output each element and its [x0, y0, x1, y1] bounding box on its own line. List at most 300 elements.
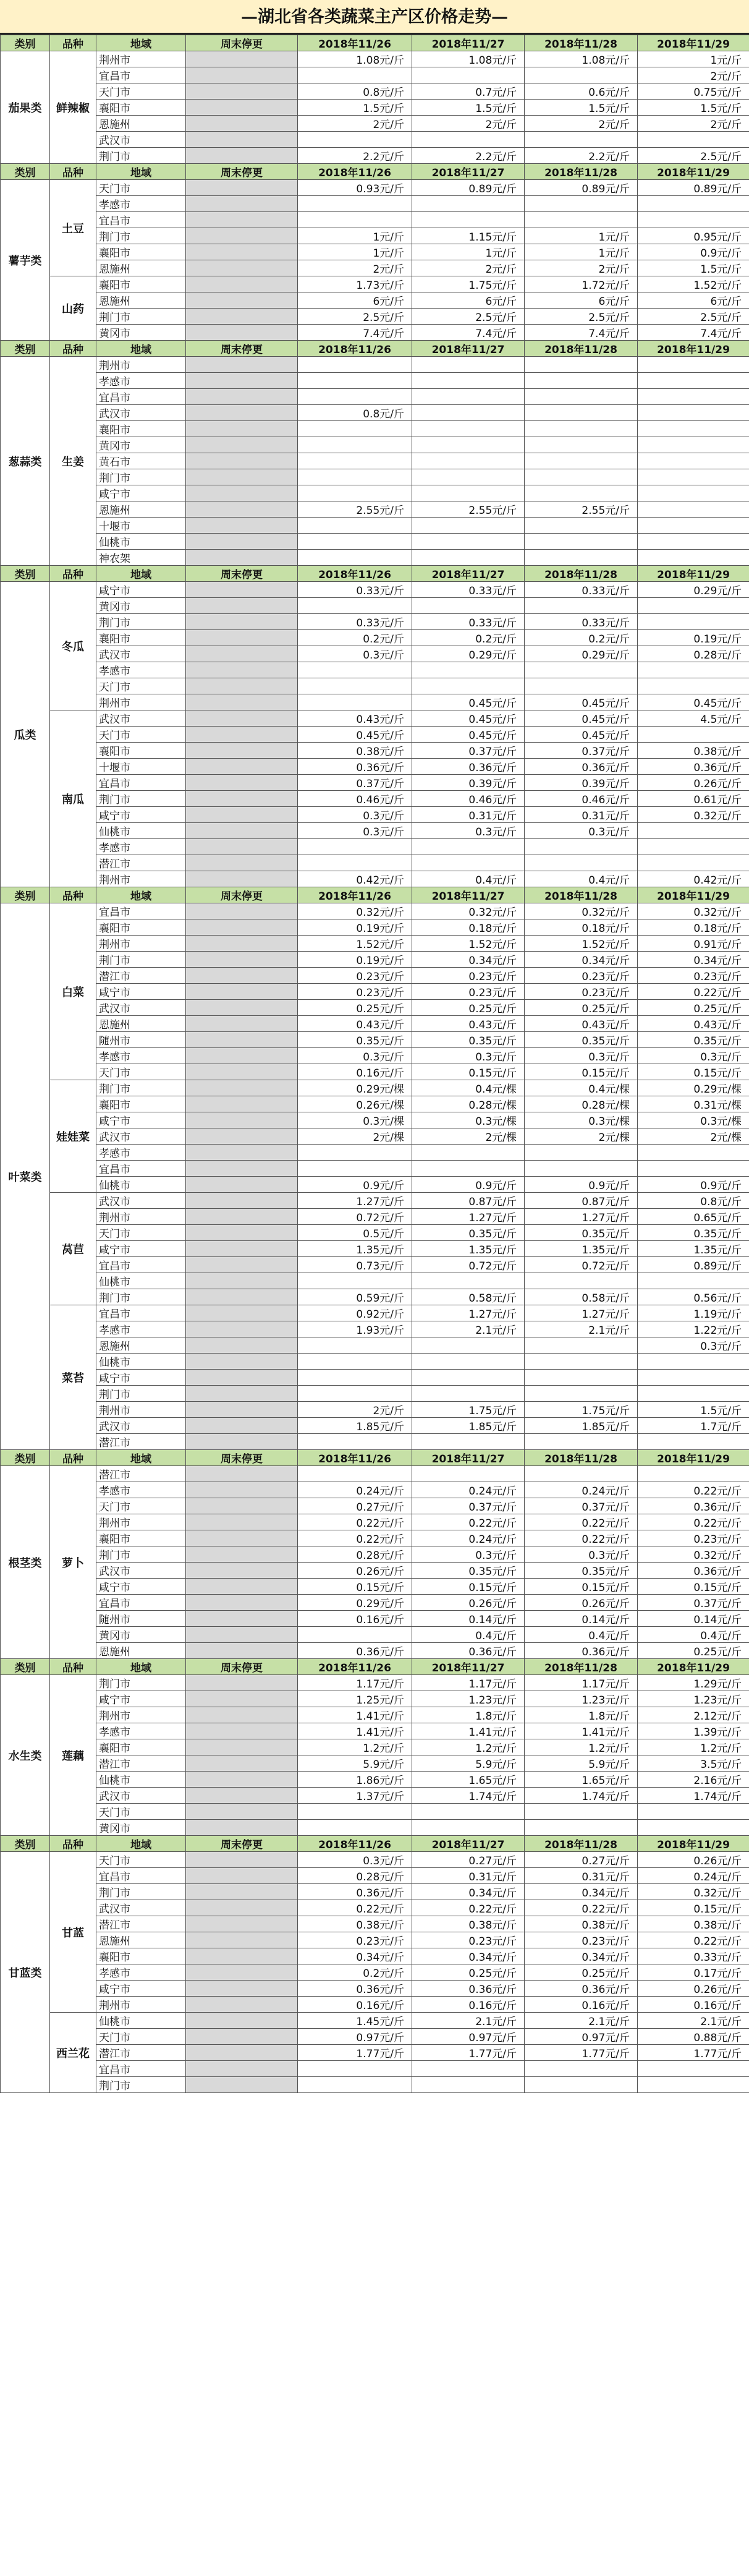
- price-cell: [525, 1145, 638, 1161]
- price-cell: 0.59元/斤: [298, 1289, 412, 1305]
- header-variety: 品种: [50, 1450, 96, 1466]
- price-cell: 0.24元/斤: [412, 1530, 525, 1546]
- price-cell: [298, 1273, 412, 1289]
- price-cell: [412, 855, 525, 871]
- table-row: [1, 1948, 749, 1964]
- price-cell: 1.77元/斤: [525, 2045, 638, 2061]
- price-cell: 1.27元/斤: [525, 1209, 638, 1225]
- page-title: —湖北省各类蔬菜主产区价格走势—: [0, 0, 749, 35]
- price-cell: 6元/斤: [298, 292, 412, 309]
- price-cell: 1.77元/斤: [638, 2045, 749, 2061]
- variety-cell: 萝卜: [50, 1466, 96, 1659]
- weekend-cell: [186, 1305, 298, 1321]
- table-row: [1, 389, 749, 405]
- price-cell: 0.3元/棵: [525, 1112, 638, 1128]
- table-row: [1, 1981, 749, 1997]
- price-cell: 0.22元/斤: [638, 984, 749, 1000]
- region-cell: 荆州市: [96, 1209, 186, 1225]
- price-cell: 0.39元/斤: [412, 775, 525, 791]
- table-row: [1, 325, 749, 341]
- weekend-cell: [186, 1852, 298, 1868]
- header-date: 2018年11/26: [298, 341, 412, 357]
- price-cell: 0.35元/斤: [638, 1032, 749, 1048]
- weekend-cell: [186, 1739, 298, 1755]
- price-cell: 0.35元/斤: [525, 1563, 638, 1579]
- table-row: [1, 1884, 749, 1900]
- price-cell: [412, 518, 525, 534]
- price-cell: 1.25元/斤: [298, 1691, 412, 1707]
- table-row: [1, 984, 749, 1000]
- table-row: [1, 83, 749, 100]
- price-cell: 0.26元/斤: [525, 1595, 638, 1611]
- price-cell: 1.74元/斤: [412, 1788, 525, 1804]
- price-cell: 0.7元/斤: [412, 83, 525, 100]
- weekend-cell: [186, 501, 298, 518]
- table-row: [1, 421, 749, 437]
- table-row: [1, 727, 749, 743]
- weekend-cell: [186, 83, 298, 100]
- price-cell: 2元/斤: [412, 260, 525, 276]
- price-cell: [298, 1337, 412, 1354]
- header-variety: 品种: [50, 341, 96, 357]
- price-cell: 0.26元/斤: [412, 1595, 525, 1611]
- table-row: [1, 469, 749, 485]
- price-cell: [525, 421, 638, 437]
- region-cell: 宜昌市: [96, 1257, 186, 1273]
- region-cell: 襄阳市: [96, 1739, 186, 1755]
- table-row: [1, 1579, 749, 1595]
- price-cell: 1元/斤: [412, 244, 525, 260]
- weekend-cell: [186, 662, 298, 678]
- price-cell: 1.17元/斤: [298, 1675, 412, 1691]
- section-header-row: [1, 1659, 749, 1675]
- weekend-cell: [186, 727, 298, 743]
- table-row: [1, 180, 749, 196]
- price-cell: 3.5元/斤: [638, 1755, 749, 1772]
- table-row: [1, 1563, 749, 1579]
- price-cell: 2.5元/斤: [412, 309, 525, 325]
- table-row: [1, 2013, 749, 2029]
- table-row: [1, 1675, 749, 1691]
- price-cell: 0.34元/斤: [412, 1884, 525, 1900]
- price-cell: [412, 678, 525, 694]
- price-cell: [412, 662, 525, 678]
- price-cell: 0.34元/斤: [638, 952, 749, 968]
- header-date: 2018年11/28: [525, 1659, 638, 1675]
- table-row: [1, 871, 749, 887]
- price-cell: 0.32元/斤: [525, 903, 638, 919]
- region-cell: 潜江市: [96, 1434, 186, 1450]
- price-cell: 0.17元/斤: [638, 1964, 749, 1981]
- table-row: [1, 710, 749, 727]
- region-cell: 武汉市: [96, 710, 186, 727]
- variety-cell: 山药: [50, 276, 96, 341]
- region-cell: 襄阳市: [96, 1096, 186, 1112]
- table-row: [1, 775, 749, 791]
- price-cell: 0.4元/棵: [412, 1080, 525, 1096]
- price-cell: [412, 1273, 525, 1289]
- price-cell: [298, 196, 412, 212]
- region-cell: 咸宁市: [96, 1241, 186, 1257]
- header-weekend: 周末停更: [186, 1659, 298, 1675]
- price-cell: 0.87元/斤: [412, 1193, 525, 1209]
- table-row: [1, 743, 749, 759]
- price-cell: 0.33元/斤: [412, 582, 525, 598]
- price-cell: [525, 453, 638, 469]
- price-cell: [412, 534, 525, 550]
- price-cell: [298, 453, 412, 469]
- region-cell: 襄阳市: [96, 1530, 186, 1546]
- table-row: [1, 1820, 749, 1836]
- weekend-cell: [186, 357, 298, 373]
- price-cell: 0.25元/斤: [525, 1964, 638, 1981]
- region-cell: 襄阳市: [96, 743, 186, 759]
- weekend-cell: [186, 855, 298, 871]
- price-cell: 1.85元/斤: [525, 1418, 638, 1434]
- price-cell: [525, 1434, 638, 1450]
- price-cell: [525, 855, 638, 871]
- price-cell: 0.34元/斤: [298, 1948, 412, 1964]
- price-cell: 0.95元/斤: [638, 228, 749, 244]
- price-cell: [412, 1434, 525, 1450]
- price-cell: 0.45元/斤: [412, 727, 525, 743]
- price-cell: 0.3元/斤: [638, 1048, 749, 1064]
- price-cell: 0.23元/斤: [412, 984, 525, 1000]
- price-cell: [412, 839, 525, 855]
- price-cell: 0.6元/斤: [525, 83, 638, 100]
- weekend-cell: [186, 1530, 298, 1546]
- price-cell: [298, 855, 412, 871]
- price-cell: 1.75元/斤: [412, 1402, 525, 1418]
- table-row: [1, 1546, 749, 1563]
- price-cell: 0.15元/斤: [638, 1579, 749, 1595]
- header-region: 地域: [96, 35, 186, 51]
- price-cell: [638, 823, 749, 839]
- region-cell: 襄阳市: [96, 244, 186, 260]
- price-cell: [298, 67, 412, 83]
- price-cell: 6元/斤: [525, 292, 638, 309]
- weekend-cell: [186, 1772, 298, 1788]
- price-cell: [638, 1145, 749, 1161]
- price-cell: 1.41元/斤: [412, 1723, 525, 1739]
- region-cell: 潜江市: [96, 1916, 186, 1932]
- region-cell: 武汉市: [96, 1128, 186, 1145]
- header-region: 地域: [96, 341, 186, 357]
- weekend-cell: [186, 1997, 298, 2013]
- price-cell: 0.36元/斤: [525, 759, 638, 775]
- weekend-cell: [186, 1900, 298, 1916]
- price-cell: 0.35元/斤: [412, 1032, 525, 1048]
- region-cell: 荆州市: [96, 936, 186, 952]
- region-cell: 宜昌市: [96, 2061, 186, 2077]
- price-cell: [412, 421, 525, 437]
- price-cell: 0.3元/斤: [412, 1546, 525, 1563]
- weekend-cell: [186, 614, 298, 630]
- price-cell: 0.39元/斤: [525, 775, 638, 791]
- table-row: [1, 1723, 749, 1739]
- price-cell: 0.88元/斤: [638, 2029, 749, 2045]
- price-cell: 0.18元/斤: [638, 919, 749, 936]
- price-cell: [525, 2061, 638, 2077]
- table-row: [1, 968, 749, 984]
- header-weekend: 周末停更: [186, 35, 298, 51]
- price-cell: [298, 212, 412, 228]
- price-cell: [525, 1354, 638, 1370]
- region-cell: 荆门市: [96, 2077, 186, 2093]
- region-cell: 仙桃市: [96, 1273, 186, 1289]
- region-cell: 襄阳市: [96, 276, 186, 292]
- price-cell: 0.23元/斤: [298, 968, 412, 984]
- price-cell: [638, 437, 749, 453]
- weekend-cell: [186, 743, 298, 759]
- price-cell: 0.2元/斤: [412, 630, 525, 646]
- price-cell: 1元/斤: [525, 228, 638, 244]
- region-cell: 天门市: [96, 678, 186, 694]
- price-cell: [412, 1161, 525, 1177]
- table-row: [1, 1964, 749, 1981]
- price-cell: [525, 662, 638, 678]
- header-date: 2018年11/27: [412, 164, 525, 180]
- price-cell: 2元/棵: [525, 1128, 638, 1145]
- header-date: 2018年11/26: [298, 1836, 412, 1852]
- weekend-cell: [186, 1337, 298, 1354]
- price-cell: 2.12元/斤: [638, 1707, 749, 1723]
- price-cell: 1.8元/斤: [525, 1707, 638, 1723]
- region-cell: 宜昌市: [96, 1305, 186, 1321]
- price-cell: 1.52元/斤: [525, 936, 638, 952]
- variety-cell: 菜苔: [50, 1305, 96, 1450]
- weekend-cell: [186, 228, 298, 244]
- header-variety: 品种: [50, 35, 96, 51]
- weekend-cell: [186, 276, 298, 292]
- table-row: [1, 1916, 749, 1932]
- header-date: 2018年11/27: [412, 35, 525, 51]
- weekend-cell: [186, 1177, 298, 1193]
- price-cell: 0.22元/斤: [412, 1900, 525, 1916]
- price-cell: 2元/斤: [638, 67, 749, 83]
- price-cell: 0.36元/斤: [412, 1981, 525, 1997]
- price-cell: 0.16元/斤: [298, 1064, 412, 1080]
- region-cell: 天门市: [96, 1064, 186, 1080]
- header-category: 类别: [1, 341, 50, 357]
- price-cell: 0.38元/斤: [525, 1916, 638, 1932]
- region-cell: 孝感市: [96, 1145, 186, 1161]
- region-cell: 黄冈市: [96, 325, 186, 341]
- variety-cell: 鲜辣椒: [50, 51, 96, 164]
- variety-cell: 甘蓝: [50, 1852, 96, 2013]
- table-row: [1, 67, 749, 83]
- region-cell: 天门市: [96, 1225, 186, 1241]
- header-date: 2018年11/27: [412, 1450, 525, 1466]
- price-cell: 0.3元/斤: [298, 1852, 412, 1868]
- table-row: [1, 260, 749, 276]
- price-cell: 0.36元/斤: [298, 1884, 412, 1900]
- header-date: 2018年11/28: [525, 341, 638, 357]
- price-cell: [638, 839, 749, 855]
- price-cell: 1.23元/斤: [525, 1691, 638, 1707]
- price-cell: 0.35元/斤: [525, 1225, 638, 1241]
- region-cell: 咸宁市: [96, 807, 186, 823]
- price-cell: 0.22元/斤: [525, 1900, 638, 1916]
- header-date: 2018年11/29: [638, 1450, 749, 1466]
- price-cell: [525, 67, 638, 83]
- table-row: [1, 100, 749, 116]
- price-cell: 0.36元/斤: [638, 1563, 749, 1579]
- price-cell: 0.97元/斤: [525, 2029, 638, 2045]
- price-cell: 0.45元/斤: [412, 710, 525, 727]
- price-cell: [298, 1804, 412, 1820]
- weekend-cell: [186, 1048, 298, 1064]
- region-cell: 恩施州: [96, 1016, 186, 1032]
- price-cell: 2.16元/斤: [638, 1772, 749, 1788]
- price-cell: [525, 485, 638, 501]
- region-cell: 孝感市: [96, 1964, 186, 1981]
- price-cell: 1.27元/斤: [412, 1305, 525, 1321]
- table-row: [1, 791, 749, 807]
- header-date: 2018年11/29: [638, 35, 749, 51]
- weekend-cell: [186, 1128, 298, 1145]
- price-cell: 0.35元/斤: [298, 1032, 412, 1048]
- price-cell: 1.74元/斤: [638, 1788, 749, 1804]
- region-cell: 仙桃市: [96, 534, 186, 550]
- price-cell: 1.73元/斤: [298, 276, 412, 292]
- price-cell: 1.5元/斤: [638, 1402, 749, 1418]
- weekend-cell: [186, 534, 298, 550]
- price-cell: [298, 1627, 412, 1643]
- table-row: [1, 276, 749, 292]
- weekend-cell: [186, 1948, 298, 1964]
- price-cell: [412, 1820, 525, 1836]
- price-cell: [412, 373, 525, 389]
- price-cell: 0.36元/斤: [412, 759, 525, 775]
- price-cell: 1元/斤: [638, 51, 749, 67]
- price-cell: [298, 518, 412, 534]
- price-cell: 0.35元/斤: [525, 1032, 638, 1048]
- weekend-cell: [186, 1707, 298, 1723]
- table-row: [1, 1016, 749, 1032]
- price-cell: [298, 534, 412, 550]
- weekend-cell: [186, 1563, 298, 1579]
- header-variety: 品种: [50, 566, 96, 582]
- price-cell: [525, 437, 638, 453]
- region-cell: 荆州市: [96, 1997, 186, 2013]
- price-cell: [525, 405, 638, 421]
- price-cell: [525, 469, 638, 485]
- price-cell: 1.75元/斤: [525, 1402, 638, 1418]
- price-cell: 0.25元/斤: [412, 1000, 525, 1016]
- weekend-cell: [186, 710, 298, 727]
- header-date: 2018年11/26: [298, 1450, 412, 1466]
- region-cell: 荆门市: [96, 1884, 186, 1900]
- table-row: [1, 148, 749, 164]
- table-row: [1, 1739, 749, 1755]
- table-row: [1, 1627, 749, 1643]
- price-cell: 1.5元/斤: [298, 100, 412, 116]
- region-cell: 潜江市: [96, 968, 186, 984]
- table-row: [1, 1707, 749, 1723]
- price-cell: 0.89元/斤: [638, 1257, 749, 1273]
- header-date: 2018年11/28: [525, 164, 638, 180]
- price-cell: [298, 1354, 412, 1370]
- price-cell: 0.33元/斤: [638, 1948, 749, 1964]
- region-cell: 武汉市: [96, 132, 186, 148]
- price-cell: [638, 2077, 749, 2093]
- price-cell: 0.38元/斤: [412, 1916, 525, 1932]
- table-row: [1, 1755, 749, 1772]
- price-cell: 0.8元/斤: [298, 83, 412, 100]
- price-cell: [525, 2077, 638, 2093]
- price-cell: [638, 212, 749, 228]
- table-row: [1, 1788, 749, 1804]
- price-cell: 0.22元/斤: [298, 1900, 412, 1916]
- region-cell: 荆州市: [96, 871, 186, 887]
- price-cell: 0.72元/斤: [298, 1209, 412, 1225]
- table-row: [1, 2045, 749, 2061]
- price-cell: 0.4元/斤: [525, 1627, 638, 1643]
- price-cell: [412, 1466, 525, 1482]
- price-cell: 0.27元/斤: [525, 1852, 638, 1868]
- region-cell: 随州市: [96, 1032, 186, 1048]
- price-cell: 0.72元/斤: [412, 1257, 525, 1273]
- price-cell: 0.31元/斤: [412, 1868, 525, 1884]
- price-cell: [412, 405, 525, 421]
- price-cell: [638, 1370, 749, 1386]
- price-cell: 2.5元/斤: [298, 309, 412, 325]
- weekend-cell: [186, 952, 298, 968]
- price-cell: 0.89元/斤: [638, 180, 749, 196]
- region-cell: 武汉市: [96, 1900, 186, 1916]
- region-cell: 孝感市: [96, 1723, 186, 1739]
- region-cell: 天门市: [96, 2029, 186, 2045]
- table-row: [1, 1482, 749, 1498]
- price-cell: 0.36元/斤: [298, 1643, 412, 1659]
- table-row: [1, 1128, 749, 1145]
- price-cell: 0.43元/斤: [525, 1016, 638, 1032]
- price-cell: 0.25元/斤: [638, 1643, 749, 1659]
- weekend-cell: [186, 421, 298, 437]
- price-cell: [525, 132, 638, 148]
- header-weekend: 周末停更: [186, 164, 298, 180]
- price-cell: [298, 598, 412, 614]
- price-cell: [638, 469, 749, 485]
- price-cell: 1.52元/斤: [298, 936, 412, 952]
- price-cell: 0.2元/斤: [298, 1964, 412, 1981]
- weekend-cell: [186, 1932, 298, 1948]
- price-cell: [638, 518, 749, 534]
- price-cell: [298, 1161, 412, 1177]
- category-cell: 水生类: [1, 1675, 50, 1836]
- weekend-cell: [186, 1225, 298, 1241]
- region-cell: 荆门市: [96, 469, 186, 485]
- price-cell: 1.17元/斤: [525, 1675, 638, 1691]
- price-cell: 0.19元/斤: [298, 919, 412, 936]
- price-cell: [638, 598, 749, 614]
- table-row: [1, 244, 749, 260]
- price-cell: 0.3元/棵: [412, 1112, 525, 1128]
- price-cell: 0.8元/斤: [638, 1193, 749, 1209]
- weekend-cell: [186, 51, 298, 67]
- price-cell: 0.22元/斤: [525, 1514, 638, 1530]
- price-cell: 0.36元/斤: [638, 1498, 749, 1514]
- price-cell: 0.35元/斤: [638, 1225, 749, 1241]
- section-header-row: [1, 1450, 749, 1466]
- table-row: [1, 1305, 749, 1321]
- price-cell: 2.5元/斤: [525, 309, 638, 325]
- price-cell: [638, 357, 749, 373]
- price-cell: [525, 839, 638, 855]
- price-cell: 0.32元/斤: [638, 1546, 749, 1563]
- price-cell: 0.24元/斤: [298, 1482, 412, 1498]
